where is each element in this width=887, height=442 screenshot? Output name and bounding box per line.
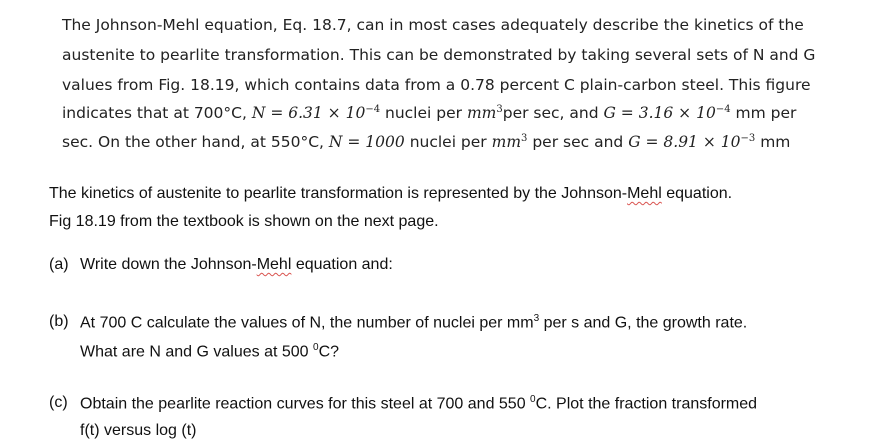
spellcheck-word: Mehl	[256, 256, 292, 273]
math-g-expression: G = 3.16 × 10	[603, 104, 716, 123]
excerpt-text: indicates that at 700°C,	[62, 104, 247, 123]
excerpt-text: nuclei per	[385, 104, 463, 123]
superscript: 3	[533, 313, 540, 324]
superscript: 0	[530, 394, 536, 405]
part-a-label: (a)	[49, 256, 69, 273]
exponent: −4	[365, 104, 381, 115]
part-c-line-1	[80, 394, 757, 413]
superscript: 0	[313, 342, 319, 353]
exponent: 3	[521, 133, 528, 144]
part-c-text: Obtain the pearlite reaction curves for this steel at 700 and 550	[80, 395, 531, 413]
exponent: −3	[740, 133, 756, 144]
math-n-expression: N = 6.31 × 10	[251, 104, 366, 123]
excerpt-line-5	[62, 133, 790, 151]
excerpt-text: mm per	[735, 104, 797, 123]
part-b-text: C?	[318, 343, 340, 361]
excerpt-line-1: The Johnson-Mehl equation, Eq. 18.7, can in most cases adequately describe the kinetics of the	[62, 16, 804, 34]
intro-text: equation.	[661, 185, 733, 202]
part-b-line-1	[80, 313, 747, 332]
part-c-label: (c)	[49, 394, 68, 411]
question-intro-line-1	[49, 185, 732, 203]
excerpt-line-2: austenite to pearlite transformation. This can be demonstrated by taking several sets of N and G	[62, 46, 816, 64]
textbook-excerpt	[0, 0, 887, 160]
exponent: −4	[715, 104, 731, 115]
excerpt-text: mm	[760, 133, 791, 152]
exponent: 3	[496, 104, 503, 115]
spellcheck-word: Mehl	[627, 185, 662, 202]
excerpt-text: per sec and	[532, 133, 624, 152]
excerpt-line-4	[62, 104, 796, 122]
part-b-text: At 700 C calculate the values of N, the number of nuclei per mm	[80, 314, 534, 332]
math-unit: mm	[491, 133, 522, 152]
excerpt-line-3: values from Fig. 18.19, which contains data from a 0.78 percent C plain-carbon steel. This figure	[62, 76, 811, 94]
math-n-expression: N = 1000	[328, 133, 405, 152]
part-a-text	[80, 256, 393, 274]
part-b-text: per s and G, the growth rate.	[539, 314, 748, 332]
excerpt-text: sec. On the other hand, at 550°C,	[62, 133, 324, 152]
part-c-line-2: f(t) versus log (t)	[80, 422, 197, 439]
part-a-text-a: Write down the Johnson-	[80, 256, 257, 273]
part-a-text-c: equation and:	[291, 256, 393, 273]
intro-text: The kinetics of austenite to pearlite transformation is represented by the Johnson-	[49, 185, 628, 202]
excerpt-text: per sec, and	[502, 104, 599, 123]
part-b-label: (b)	[49, 313, 69, 330]
question-intro-line-2: Fig 18.19 from the textbook is shown on the next page.	[49, 213, 439, 230]
math-unit: mm	[466, 104, 497, 123]
part-b-text: What are N and G values at 500	[80, 343, 314, 361]
math-g-expression: G = 8.91 × 10	[628, 133, 741, 152]
part-c-text: C. Plot the fraction transformed	[535, 395, 758, 413]
part-b-line-2	[80, 342, 339, 361]
excerpt-text: nuclei per	[409, 133, 487, 152]
